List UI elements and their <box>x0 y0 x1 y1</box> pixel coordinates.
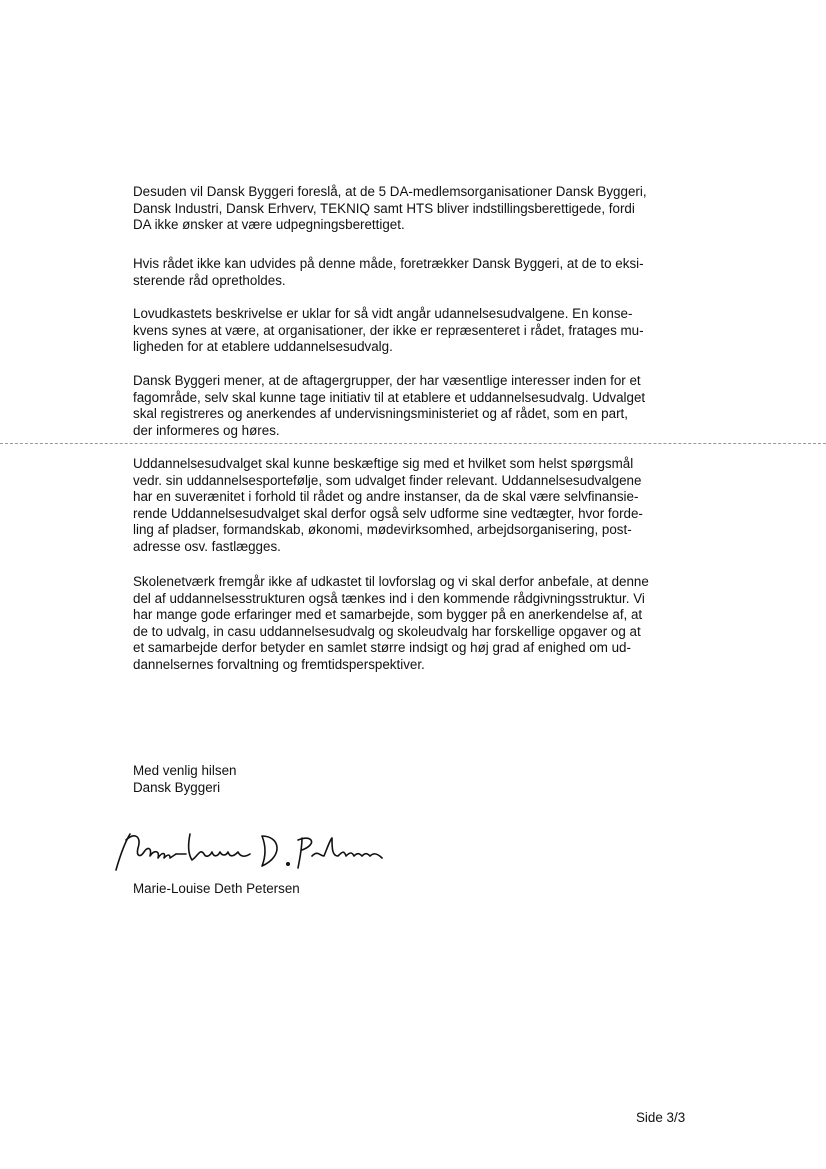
paragraph-line: har en suverænitet i forhold til rådet og andre instanser, da de skal være selvfinansie- <box>133 489 639 505</box>
paragraph-line: sterende råd opretholdes. <box>133 272 286 288</box>
paragraph-line: del af uddannelsesstrukturen også tænkes ind i den kommende rådgivningsstruktur. Vi <box>133 590 645 606</box>
paragraph-5 <box>133 456 703 556</box>
paragraph-line: fagområde, selv skal kunne tage initiativ til at etablere et uddannelsesudvalg. Udvalget <box>133 389 646 405</box>
paragraph-line: de to udvalg, in casu uddannelsesudvalg og skoleudvalg har forskellige opgaver og at <box>133 623 641 639</box>
paragraph-2 <box>133 256 703 289</box>
paragraph-6 <box>133 574 703 674</box>
paragraph-line: DA ikke ønsker at være udpegningsberettiget. <box>133 217 405 233</box>
paragraph-line: Dansk Industri, Dansk Erhverv, TEKNIQ samt HTS bliver indstillingsberettigede, fordi <box>133 200 635 216</box>
page-number: Side 3/3 <box>636 1110 686 1125</box>
paragraph-line: Lovudkastets beskrivelse er uklar for så vidt angår udannelsesudvalgene. En konse- <box>133 306 633 321</box>
closing-greeting: Med venlig hilsen <box>133 763 237 778</box>
scan-artifact-divider <box>0 443 826 444</box>
paragraph-line: rende Uddannelsesudvalget skal derfor også selv udforme sine vedtægter, hvor forde- <box>133 505 643 521</box>
signer-block <box>133 881 703 898</box>
signer-name: Marie-Louise Deth Petersen <box>133 881 300 896</box>
paragraph-line: Dansk Byggeri mener, at de aftagergrupper, der har væsentlige interesser inden for et <box>133 373 641 388</box>
paragraph-line: kvens synes at være, at organisationer, der ikke er repræsenteret i rådet, fratages mu- <box>133 322 644 338</box>
paragraph-line: har mange gode erfaringer med et samarbejde, som bygger på en anerkendelse af, at <box>133 607 643 623</box>
paragraph-line: adresse osv. fastlægges. <box>133 538 281 554</box>
paragraph-1 <box>133 184 703 234</box>
paragraph-line: skal registreres og anerkendes af undervisningsministeriet og af rådet, som en part, <box>133 406 628 422</box>
paragraph-line: ligheden for at etablere uddannelsesudvalg. <box>133 339 393 355</box>
paragraph-line: et samarbejde derfor betyder en samlet større indsigt og høj grad af enighed om ud- <box>133 640 631 656</box>
paragraph-line: Desuden vil Dansk Byggeri foreslå, at de 5 DA-medlemsorganisationer Dansk Byggeri, <box>133 184 647 199</box>
paragraph-line: dannelsernes forvaltning og fremtidsperspektiver. <box>133 656 425 672</box>
paragraph-4 <box>133 373 703 439</box>
paragraph-line: Uddannelsesudvalget skal kunne beskæftige sig med et hvilket som helst spørgsmål <box>133 456 634 471</box>
paragraph-line: der informeres og høres. <box>133 422 280 438</box>
paragraph-3 <box>133 306 703 356</box>
handwritten-signature <box>112 826 402 876</box>
closing-organization: Dansk Byggeri <box>133 779 221 795</box>
paragraph-line: Hvis rådet ikke kan udvides på denne måde, foretrækker Dansk Byggeri, at de to eksi- <box>133 256 644 271</box>
paragraph-line: vedr. sin uddannelsesportefølje, som udvalget finder relevant. Uddannelsesudvalgene <box>133 472 642 488</box>
closing-block <box>133 763 703 796</box>
paragraph-line: Skolenetværk fremgår ikke af udkastet til lovforslag og vi skal derfor anbefale, at denne <box>133 574 649 589</box>
paragraph-line: ling af pladser, formandskab, økonomi, mødevirksomhed, arbejdsorganisering, post- <box>133 522 632 538</box>
